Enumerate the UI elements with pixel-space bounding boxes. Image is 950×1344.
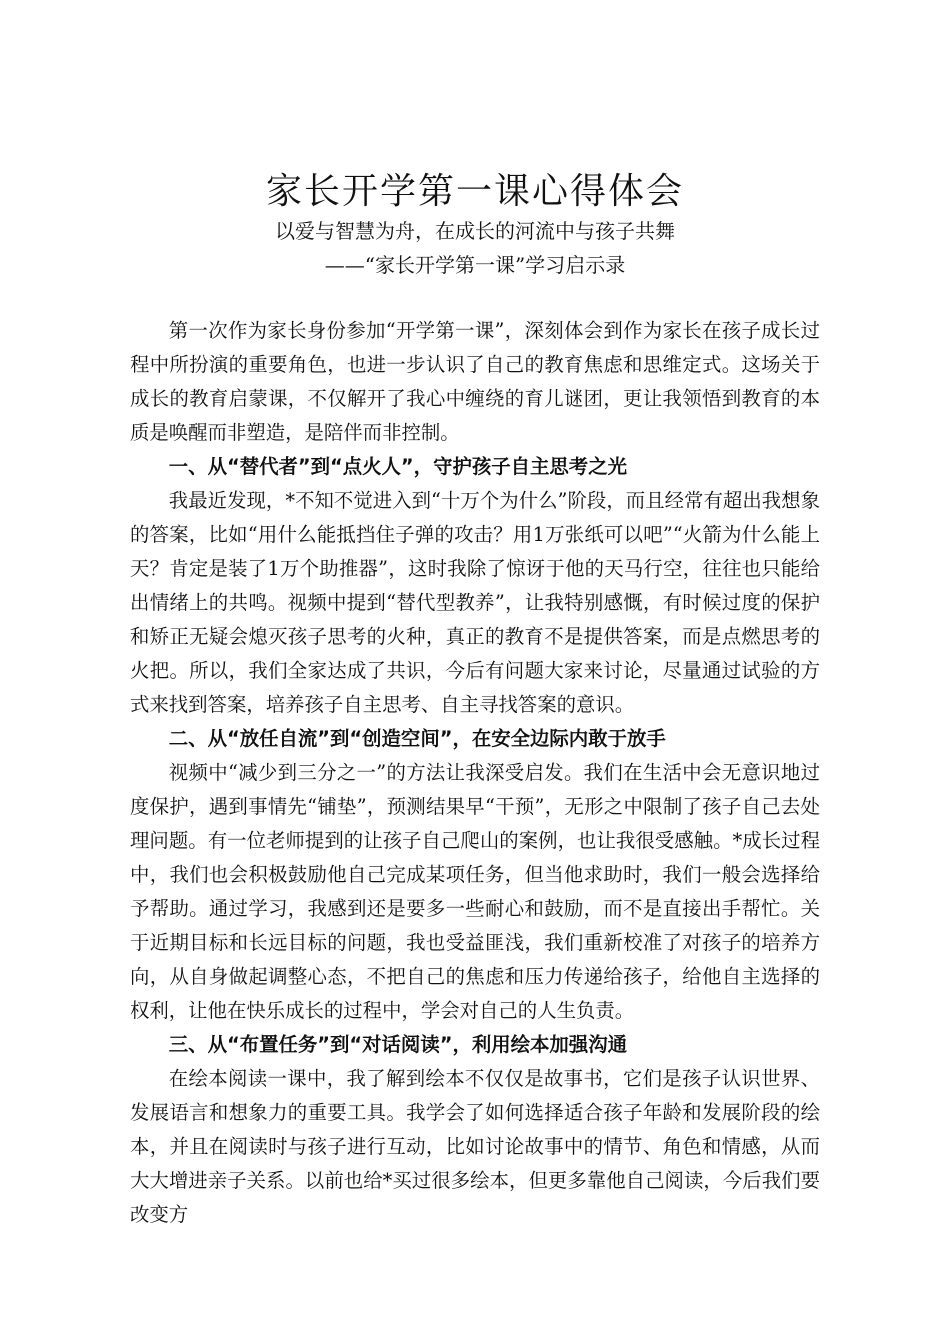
section-heading-3: 三、从“布置任务”到“对话阅读”，利用绘本加强沟通 bbox=[168, 1033, 627, 1056]
section-paragraph-3: 在绘本阅读一课中，我了解到绘本不仅仅是故事书，它们是孩子认识世界、发展语言和想象力的重要工具。我学会了如何选择适合孩子年龄和发展阶段的绘本，并且在阅读时与孩子进行互动，比如讨论故事中的情节、角色和情感，从而大大增进亲子关系。以前也给*买过很多绘本，但更多靠他自己阅读，今后我们要改变方 bbox=[130, 1067, 820, 1226]
section-heading-1: 一、从“替代者”到“点火人”，守护孩子自主思考之光 bbox=[168, 455, 627, 478]
subtitle-secondary: ——“家长开学第一课”学习启示录 bbox=[324, 253, 626, 277]
section-paragraph-2: 视频中“减少到三分之一”的方法让我深受启发。我们在生活中会无意识地过度保护，遇到事情先“铺垫”，预测结果早“干预”，无形之中限制了孩子自己去处理问题。有一位老师提到的让孩子自己爬山的案例，也让我很受感触。*成长过程中，我们也会积极鼓励他自己完成某项任务，但当他求助时，我们一般会选择给予帮助。通过学习，我感到还是要多一些耐心和鼓励，而不是直接出手帮忙。关于近期目标和长远目标的问题，我也受益匪浅，我们重新校准了对孩子的培养方向，从自身做起调整心态，不把自己的焦虑和压力传递给孩子，给他自主选择的权利，让他在快乐成长的过程中，学会对自己的人生负责。 bbox=[130, 761, 820, 1022]
intro-paragraph: 第一次作为家长身份参加“开学第一课”，深刻体会到作为家长在孩子成长过程中所扮演的重要角色，也进一步认识了自己的教育焦虑和思维定式。这场关于成长的教育启蒙课，不仅解开了我心中缠绕的育儿谜团，更让我领悟到教育的本质是唤醒而非塑造，是陪伴而非控制。 bbox=[130, 319, 820, 444]
subtitle-main: 以爱与智慧为舟，在成长的河流中与孩子共舞 bbox=[275, 219, 675, 243]
section-paragraph-1: 我最近发现，*不知不觉进入到“十万个为什么”阶段，而且经常有超出我想象的答案，比如“用什么能抵挡住子弹的攻击？用1万张纸可以吧”“火箭为什么能上天？肯定是装了1万个助推器”，这时我除了惊讶于他的天马行空，往往也只能给出情绪上的共鸣。视频中提到“替代型教养”，让我特别感慨，有时候过度的保护和矫正无疑会熄灭孩子思考的火种，真正的教育不是提供答案，而是点燃思考的火把。所以，我们全家达成了共识，今后有问题大家来讨论，尽量通过试验的方式来找到答案，培养孩子自主思考、自主寻找答案的意识。 bbox=[130, 489, 820, 716]
page-title: 家长开学第一课心得体会 bbox=[265, 171, 684, 212]
section-heading-2: 二、从“放任自流”到“创造空间”，在安全边际内敢于放手 bbox=[168, 727, 666, 750]
document-body bbox=[130, 314, 820, 1232]
